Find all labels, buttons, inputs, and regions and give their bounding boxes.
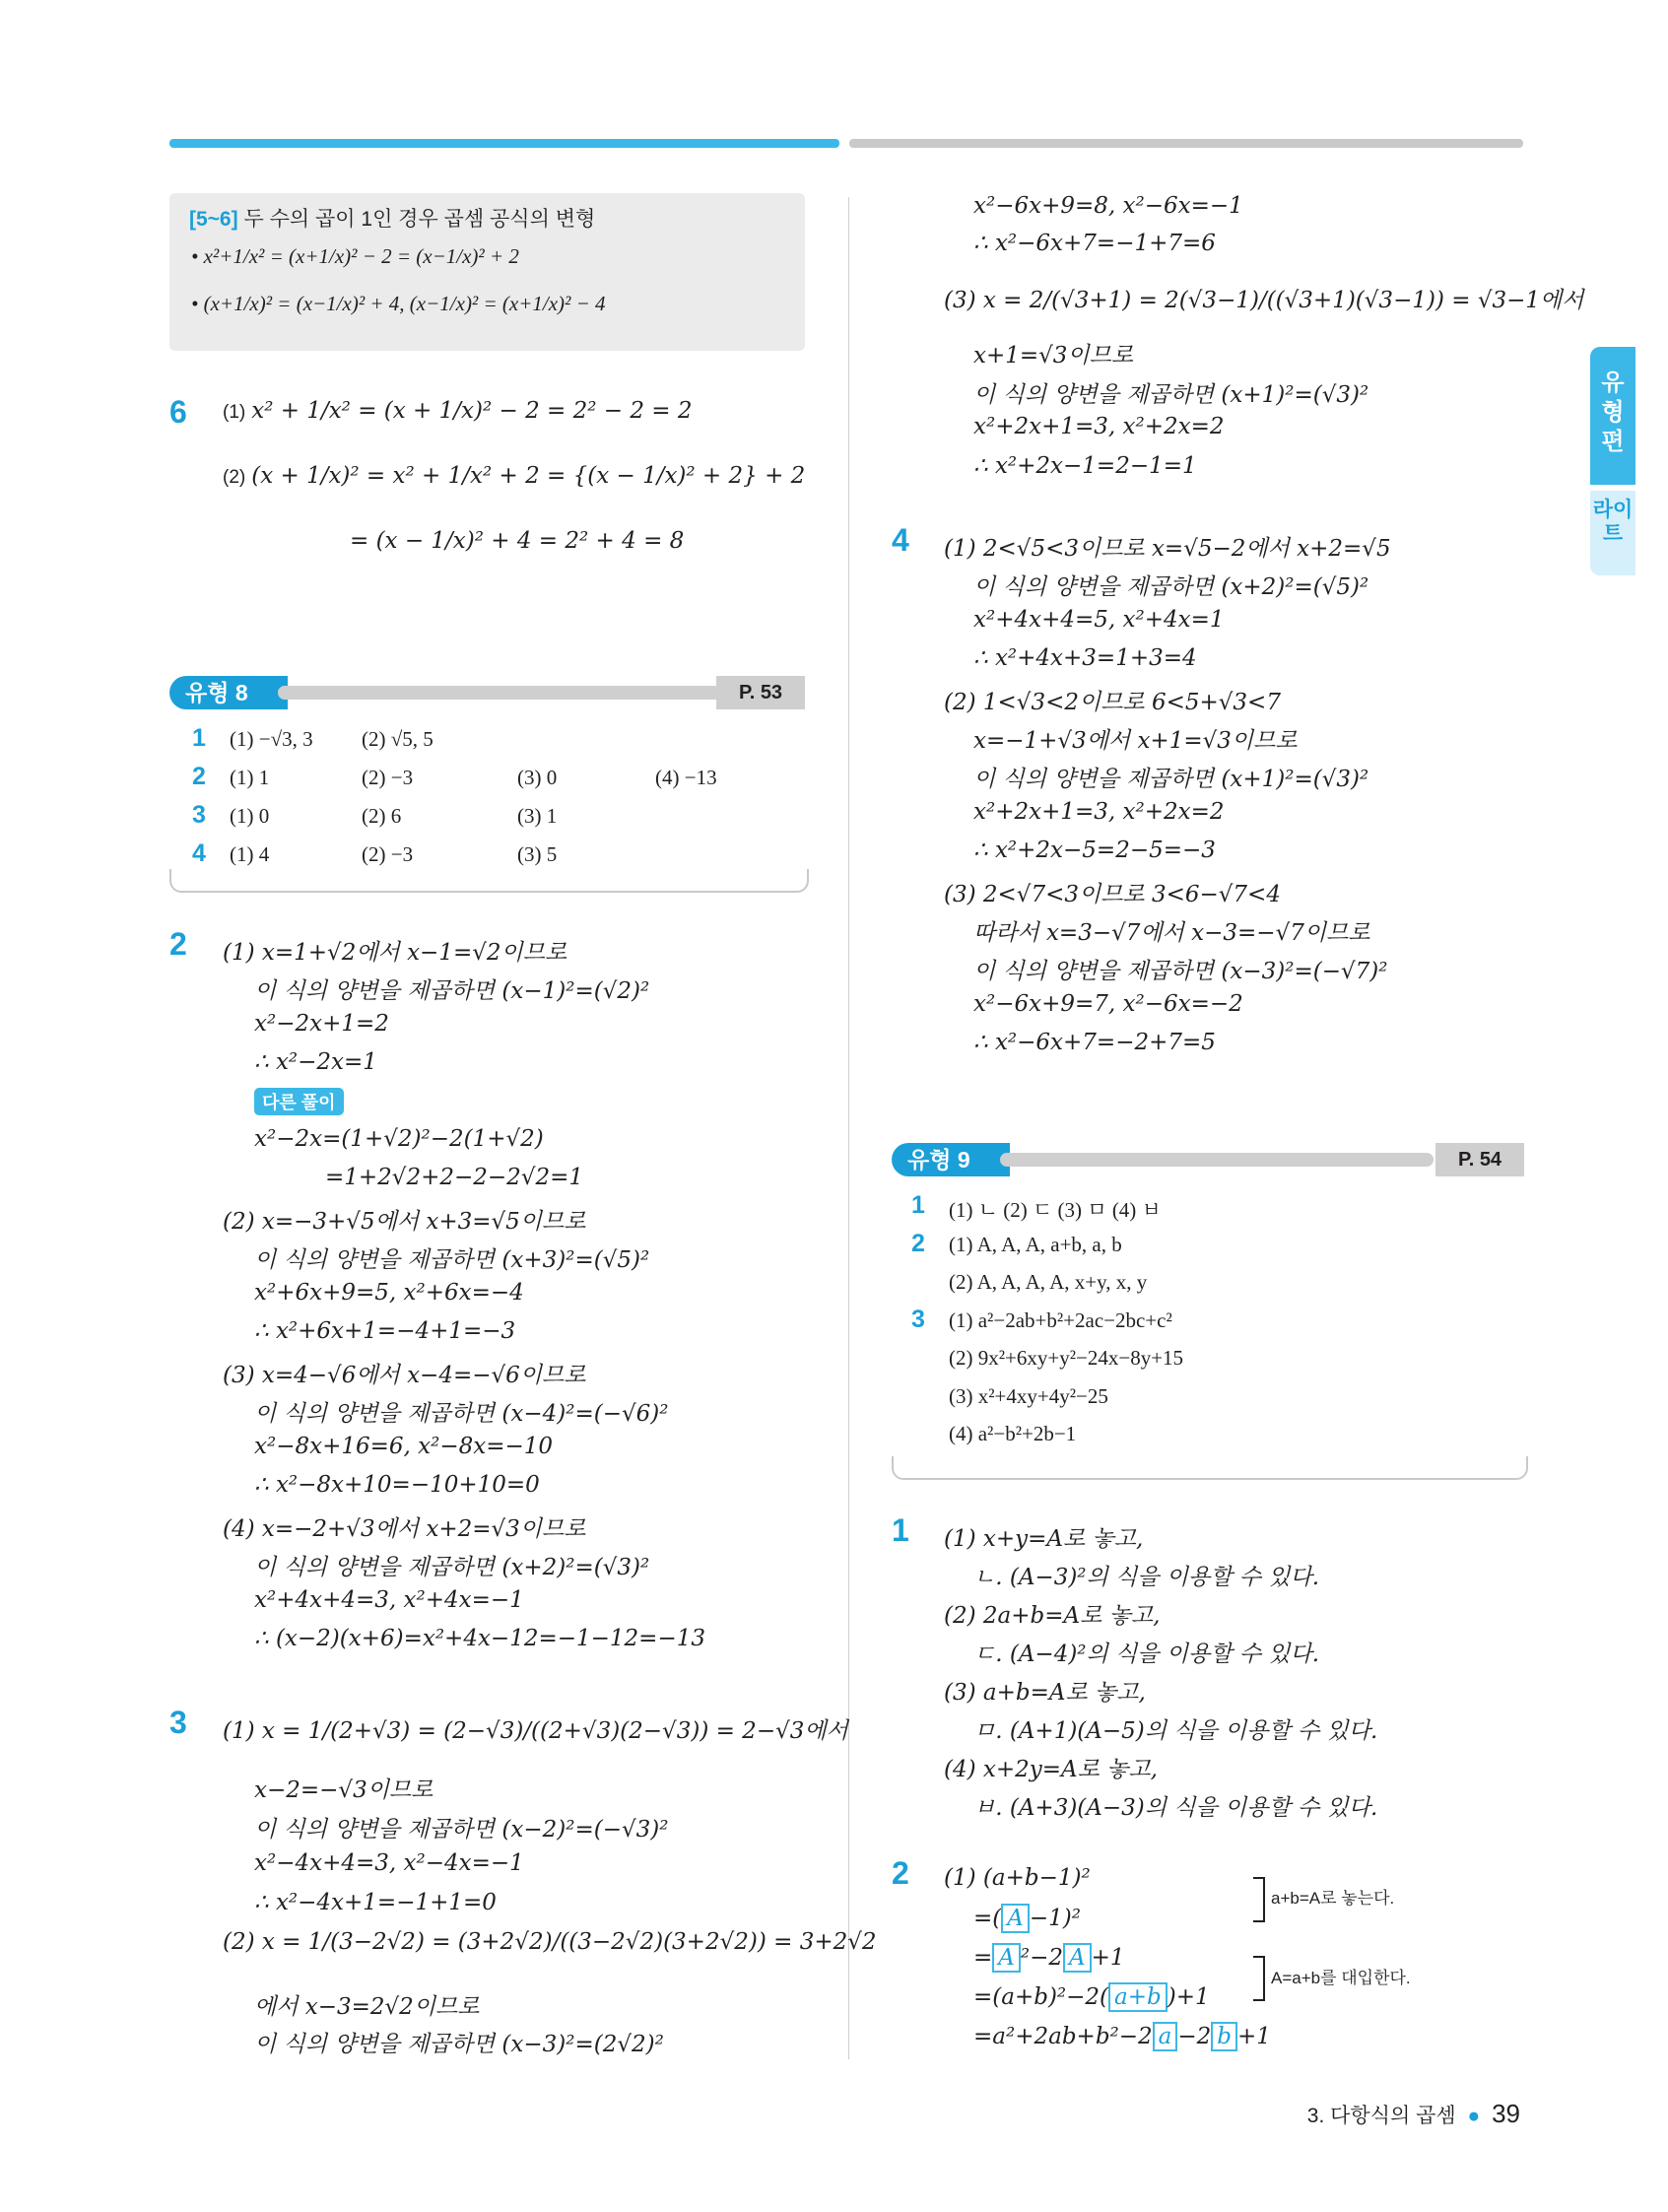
q2-line: 이 식의 양변을 제곱하면 (x−4)²=(−√6)² xyxy=(254,1401,669,1427)
q3-continuation-line: x²+2x+1=3, x²+2x=2 xyxy=(973,414,1225,439)
q92-l3-mid: ²−2 xyxy=(1020,1945,1064,1971)
type9-bar xyxy=(1000,1153,1434,1167)
side-tab-bottom: 라이트 xyxy=(1590,491,1635,575)
type8-answer-number: 2 xyxy=(192,763,206,790)
type8-answer-cell: (3) 0 xyxy=(517,766,558,789)
q2-line: ∴ (x−2)(x+6)=x²+4x−12=−1−12=−13 xyxy=(254,1626,705,1651)
q4-line: (1) 2<√5<3이므로 x=√5−2에서 x+2=√5 xyxy=(944,536,1391,562)
q6-expr-1: x² + 1/x² = (x + 1/x)² − 2 = 2² − 2 = 2 xyxy=(251,398,693,424)
q4-line: 이 식의 양변을 제곱하면 (x−3)²=(−√7)² xyxy=(973,959,1388,984)
q3-continuation-line: (3) x = 2/(√3+1) = 2(√3−1)/((√3+1)(√3−1)) = √3−1에서 xyxy=(944,288,1584,313)
formula-box-tag: [5~6] xyxy=(189,208,238,231)
type8-bottom-border xyxy=(169,869,809,893)
type9-q1-line: (3) a+b=A로 놓고, xyxy=(944,1680,1146,1706)
q4-line: x=−1+√3에서 x+1=√3이므로 xyxy=(973,728,1298,754)
type8-answer-cell: (2) −3 xyxy=(362,766,414,789)
q6-label-2: (2) xyxy=(223,467,246,488)
q4-line: ∴ x²+4x+3=1+3=4 xyxy=(973,645,1197,671)
formula-box-title xyxy=(189,203,595,233)
q2-line: ∴ x²−8x+10=−10+10=0 xyxy=(254,1472,540,1498)
type8-answer-cell: (3) 5 xyxy=(517,842,558,866)
q4-line: (3) 2<√7<3이므로 3<6−√7<4 xyxy=(944,882,1281,907)
q92-l2-pre: =( xyxy=(973,1906,1002,1931)
header-bar-left xyxy=(169,139,839,148)
type8-answer-cell: (1) 1 xyxy=(230,766,270,789)
q92-l4-box: a+b xyxy=(1108,1982,1168,2012)
side-tab-top: 유형편 xyxy=(1590,347,1635,485)
type9-answer-row: (1) a²−2ab+b²+2ac−2bc+c² xyxy=(949,1307,1172,1332)
q2-line: x²+6x+9=5, x²+6x=−4 xyxy=(254,1280,524,1306)
q3-continuation-line: x+1=√3이므로 xyxy=(973,343,1134,369)
type8-answers xyxy=(192,724,803,875)
type9-header xyxy=(892,1143,1524,1176)
type8-answer-cell: (2) √5, 5 xyxy=(362,727,434,751)
question-4-number: 4 xyxy=(892,522,909,558)
q2-line: x²−2x=(1+√2)²−2(1+√2) xyxy=(254,1126,544,1152)
q3-line: x²−4x+4=3, x²−4x=−1 xyxy=(254,1850,524,1876)
q92-l4-post: )+1 xyxy=(1167,1984,1210,2010)
q3-continuation-line: x²−6x+9=8, x²−6x=−1 xyxy=(973,193,1243,219)
type9-answer-number: 1 xyxy=(911,1191,925,1219)
q92-l5-box2: b xyxy=(1211,2022,1237,2051)
column-divider xyxy=(848,197,849,2059)
type9-q1-line: (2) 2a+b=A로 놓고, xyxy=(944,1603,1161,1629)
q92-l4-pre: =(a+b)²−2( xyxy=(973,1984,1109,2010)
type9-q1-line: ㄴ. (A−3)²의 식을 이용할 수 있다. xyxy=(973,1565,1320,1590)
q92-line-4 xyxy=(973,1982,1210,2012)
q92-l5-box1: a xyxy=(1153,2022,1178,2051)
type8-answer-number: 4 xyxy=(192,839,206,867)
type9-q1-line: (1) x+y=A로 놓고, xyxy=(944,1526,1144,1552)
formula-box xyxy=(169,193,805,351)
q3-line: 에서 x−3=2√2이므로 xyxy=(254,1994,480,2020)
q2-line: x²+4x+4=3, x²+4x=−1 xyxy=(254,1587,524,1613)
type8-answer-cell: (3) 1 xyxy=(517,804,558,828)
q92-l5-mid: −2 xyxy=(1177,2024,1212,2049)
q92-line-3: = A ²−2 A +1 xyxy=(973,1945,1125,1971)
q4-line: 이 식의 양변을 제곱하면 (x+2)²=(√5)² xyxy=(973,574,1369,600)
other-solution-badge: 다른 풀이 xyxy=(254,1088,344,1115)
type8-page: P. 53 xyxy=(716,676,805,709)
q6-expr-2: (x + 1/x)² = x² + 1/x² + 2 = {(x − 1/x)² + 2} + 2 xyxy=(251,463,806,489)
q2-line: x²−2x+1=2 xyxy=(254,1011,389,1037)
type8-header xyxy=(169,676,805,709)
type9-page: P. 54 xyxy=(1435,1143,1524,1176)
q3-line: (1) x = 1/(2+√3) = (2−√3)/((2+√3)(2−√3)) = 2−√3에서 xyxy=(223,1718,848,1744)
q92-line-5 xyxy=(973,2022,1271,2051)
q4-line: 따라서 x=3−√7에서 x−3=−√7이므로 xyxy=(973,920,1370,946)
q6-line-2 xyxy=(223,463,805,489)
note-bracket-1 xyxy=(1253,1877,1265,1922)
q3-continuation-line: ∴ x²−6x+7=−1+7=6 xyxy=(973,231,1216,256)
type8-answer-cell: (1) 4 xyxy=(230,842,270,866)
q3-continuation-line: 이 식의 양변을 제곱하면 (x+1)²=(√3)² xyxy=(973,382,1369,408)
q6-line-3: = (x − 1/x)² + 4 = 2² + 4 = 8 xyxy=(350,528,685,554)
q2-line: =1+2√2+2−2−2√2=1 xyxy=(325,1165,584,1190)
type8-bar xyxy=(278,686,721,700)
type8-answer-number: 3 xyxy=(192,801,206,829)
footer-dot-icon: ● xyxy=(1467,2105,1481,2127)
q2-line: 이 식의 양변을 제곱하면 (x+3)²=(√5)² xyxy=(254,1247,650,1273)
q4-line: ∴ x²+2x−5=2−5=−3 xyxy=(973,838,1216,863)
q2-line: 이 식의 양변을 제곱하면 (x−1)²=(√2)² xyxy=(254,978,650,1004)
page-footer xyxy=(1307,2099,1520,2129)
type9-q1-line: ㅁ. (A+1)(A−5)의 식을 이용할 수 있다. xyxy=(973,1718,1378,1744)
q4-line: x²−6x+9=7, x²−6x=−2 xyxy=(973,991,1243,1017)
q2-line: (1) x=1+√2에서 x−1=√2이므로 xyxy=(223,940,567,966)
type8-answer-cell: (2) −3 xyxy=(362,842,414,866)
question-2-number: 2 xyxy=(169,926,187,962)
footer-chapter: 3. 다항식의 곱셈 xyxy=(1306,2105,1456,2127)
q3-line: (2) x = 1/(3−2√2) = (3+2√2)/((3−2√2)(3+2√2)) = 3+2√2 xyxy=(223,1929,877,1955)
type9-answer-row: (1) A, A, A, a+b, a, b xyxy=(949,1232,1122,1256)
type9-answer-row: (4) a²−b²+2b−1 xyxy=(949,1422,1077,1445)
type9-q1-line: (4) x+2y=A로 놓고, xyxy=(944,1757,1158,1782)
type8-answer-cell: (2) 6 xyxy=(362,804,402,828)
q92-l2-box: A xyxy=(1001,1904,1030,1933)
q4-line: ∴ x²−6x+7=−2+7=5 xyxy=(973,1030,1216,1055)
type8-answer-cell: (1) 0 xyxy=(230,804,270,828)
note-1: a+b=A로 놓는다. xyxy=(1271,1889,1395,1908)
formula-box-title-text: 두 수의 곱이 1인 경우 곱셈 공식의 변형 xyxy=(243,208,596,231)
q92-line-2 xyxy=(973,1904,1081,1933)
q2-line: 이 식의 양변을 제곱하면 (x+2)²=(√3)² xyxy=(254,1555,650,1580)
note-bracket-2 xyxy=(1253,1956,1265,2001)
type8-answer-cell: (1) −√3, 3 xyxy=(230,727,313,751)
q3-line: 이 식의 양변을 제곱하면 (x−2)²=(−√3)² xyxy=(254,1817,669,1843)
q3-line: ∴ x²−4x+1=−1+1=0 xyxy=(254,1890,497,1915)
type9-question-2-number: 2 xyxy=(892,1855,909,1891)
q4-line: 이 식의 양변을 제곱하면 (x+1)²=(√3)² xyxy=(973,767,1369,792)
question-3-number: 3 xyxy=(169,1705,187,1740)
footer-page-number: 39 xyxy=(1492,2099,1520,2128)
type8-answer-number: 1 xyxy=(192,724,206,752)
type9-q1-line: ㄷ. (A−4)²의 식을 이용할 수 있다. xyxy=(973,1642,1320,1667)
q92-l3-post: +1 xyxy=(1091,1945,1125,1971)
type9-q1-line: ㅂ. (A+3)(A−3)의 식을 이용할 수 있다. xyxy=(973,1795,1378,1821)
q2-line: x²−8x+16=6, x²−8x=−10 xyxy=(254,1434,554,1459)
q3-line: x−2=−√3이므로 xyxy=(254,1777,434,1803)
q2-line: ∴ x²−2x=1 xyxy=(254,1049,377,1075)
formula-line-2: • (x+1/x)² = (x−1/x)² + 4, (x−1/x)² = (x+1/x)² − 4 xyxy=(191,292,606,315)
note-2: A=a+b를 대입한다. xyxy=(1271,1969,1411,1987)
q92-l5-post: +1 xyxy=(1237,2024,1271,2049)
type9-answer-row: (3) x²+4xy+4y²−25 xyxy=(949,1383,1108,1408)
type9-answer-number: 2 xyxy=(911,1229,925,1257)
formula-line-1: • x²+1/x² = (x+1/x)² − 2 = (x−1/x)² + 2 xyxy=(191,244,519,268)
type8-label: 유형 8 xyxy=(169,676,288,709)
type9-bottom-border xyxy=(892,1456,1528,1480)
q92-l2-post: −1)² xyxy=(1029,1906,1081,1931)
header-bar-right xyxy=(849,139,1523,148)
q92-l3-box1: A xyxy=(992,1943,1021,1973)
type9-question-1-number: 1 xyxy=(892,1512,909,1548)
type9-answer-row: (1) ㄴ (2) ㄷ (3) ㅁ (4) ㅂ xyxy=(949,1198,1162,1222)
q6-line-1 xyxy=(223,398,693,424)
q92-l3-box2: A xyxy=(1063,1943,1092,1973)
q6-label-1: (1) xyxy=(223,402,246,423)
q3-line: 이 식의 양변을 제곱하면 (x−3)²=(2√2)² xyxy=(254,2032,664,2057)
type9-answer-row: (2) 9x²+6xy+y²−24x−8y+15 xyxy=(949,1346,1184,1370)
q4-line: x²+2x+1=3, x²+2x=2 xyxy=(973,799,1225,825)
q2-line: (3) x=4−√6에서 x−4=−√6이므로 xyxy=(223,1363,586,1388)
q2-line: (4) x=−2+√3에서 x+2=√3이므로 xyxy=(223,1516,586,1542)
q3-continuation-line: ∴ x²+2x−1=2−1=1 xyxy=(973,453,1197,479)
q92-l5-pre: =a²+2ab+b²−2 xyxy=(973,2024,1153,2049)
type8-answer-cell: (4) −13 xyxy=(655,766,717,789)
q4-line: x²+4x+4=5, x²+4x=1 xyxy=(973,607,1225,633)
type9-label: 유형 9 xyxy=(892,1143,1010,1176)
q4-line: (2) 1<√3<2이므로 6<5+√3<7 xyxy=(944,690,1281,715)
type9-answer-number: 3 xyxy=(911,1305,925,1333)
question-6-number: 6 xyxy=(169,394,187,430)
type9-answer-row: (2) A, A, A, A, x+y, x, y xyxy=(949,1270,1148,1294)
q2-line: ∴ x²+6x+1=−4+1=−3 xyxy=(254,1318,516,1344)
type9-answers xyxy=(911,1191,1522,1460)
q92-line-1: (1) (a+b−1)² xyxy=(944,1865,1091,1891)
q2-line: (2) x=−3+√5에서 x+3=√5이므로 xyxy=(223,1209,586,1235)
